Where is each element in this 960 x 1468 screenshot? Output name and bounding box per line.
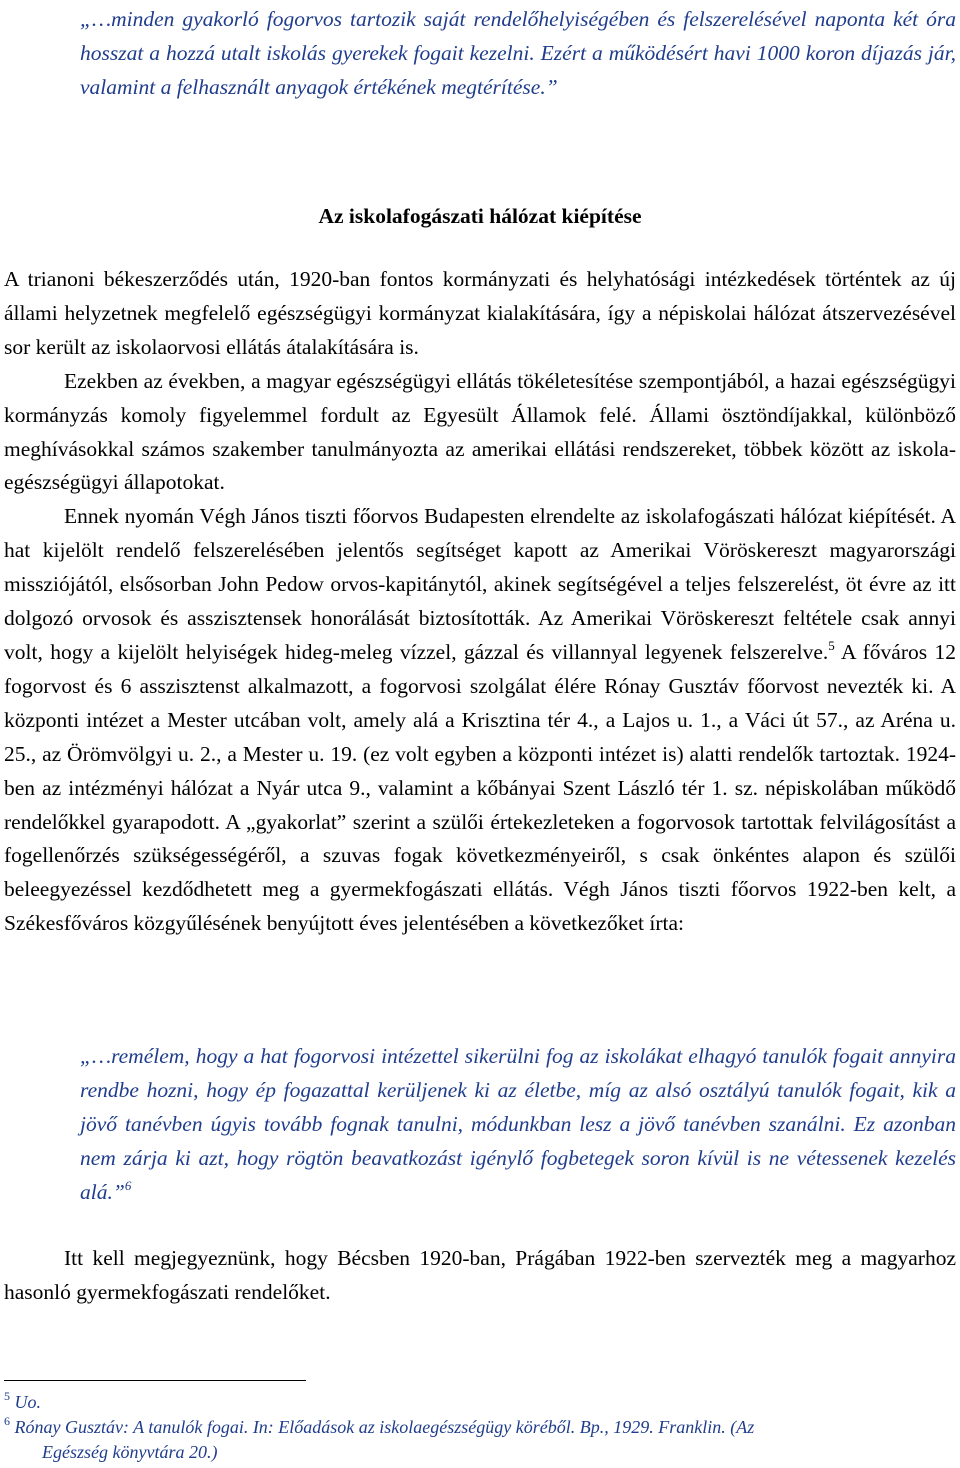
section-heading: Az iskolafogászati hálózat kiépítése bbox=[318, 204, 642, 228]
footnote-text: Rónay Gusztáv: A tanulók fogai. In: Előadások az iskolaegészségügy köréből. Bp., 1929. Franklin. (Az bbox=[14, 1417, 755, 1437]
footnote-6-continuation: Egészség könyvtára 20.) bbox=[42, 1442, 218, 1462]
footnotes bbox=[4, 1390, 956, 1465]
footnote-separator bbox=[4, 1380, 306, 1381]
report-quote-text: „…remélem, hogy a hat fogorvosi intézettel sikerülni fog az iskolákat elhagyó tanulók fogait annyira rendbe hozni, hogy ép fogazattal kerüljenek ki az életbe, míg az alsó osztályú tanulók fogait, kik a jövő tanévben úgyis tovább fognak tanulni, módunkban lesz a jövő tanévben szanálni. Ez azonban nem zárja ki azt, hogy rögtön beavatkozást igénylő fogbetegek soron kívül is ne vétessenek kezelés alá.” bbox=[80, 1044, 956, 1204]
closing-paragraph: Itt kell megjegyeznünk, hogy Bécsben 1920-ban, Prágában 1922-ben szervezték meg a magyarhoz hasonló gyermekfogászati rendelőket. bbox=[4, 1246, 956, 1304]
paragraph-3 bbox=[4, 500, 956, 941]
paragraph-3-part-b: A főváros 12 fogorvost és 6 asszisztenst alkalmazott, a fogorvosi szolgálat élére Rónay Gusztáv főorvost nevezték ki. A központi intézet a Mester utcában volt, amely alá a Krisztina tér 4., a Lajos u. 1., a Váci út 57., az Aréna u. 25., az Örömvölgyi u. 2., a Mester u. 19. (ez volt egyben a központi intézet is) alatti rendelők tartoztak. 1924-ben az intézményi hálózat a Nyár utca 9., valamint a kőbányai Szent László tér 1. sz. népiskolában működő rendelőkkel gyarapodott. A „gyakorlat” szerint a szülői értekezleteken a fogorvosok tartottak felvilágosítást a fogellenőrzés szükségességéről, a szuvas fogak következményeiről, s csak önkéntes alapon és szülői beleegyezéssel kezdődhetett meg a gyermekfogászati ellátás. Végh János tiszti főorvos 1922-ben kelt, a Székesfőváros közgyűlésének benyújtott éves jelentésében a következőket írta: bbox=[4, 639, 956, 936]
footnote-ref-6[interactable]: 6 bbox=[124, 1178, 132, 1193]
opening-quote bbox=[80, 2, 956, 104]
paragraph-2: Ezekben az években, a magyar egészségügyi ellátás tökéletesítése szempontjából, a hazai egészségügyi kormányzás komoly figyelemmel fordult az Egyesült Államok felé. Állami ösztöndíjakkal, különböző meghívásokkal számos szakember tanulmányozta az amerikai ellátási rendszereket, többek között az iskola-egészségügyi állapotokat. bbox=[4, 368, 956, 495]
footnote-number: 5 bbox=[4, 1389, 10, 1403]
footnote-text: Uo. bbox=[14, 1392, 41, 1412]
footnote-number: 6 bbox=[4, 1414, 10, 1428]
paragraph-1: A trianoni békeszerződés után, 1920-ban fontos kormányzati és helyhatósági intézkedések történtek az új állami helyzetnek megfelelő egészségügyi kormányzat kialakítására, így a népiskolai hálózat átszervezésével sor került az iskolaorvosi ellátás átalakítására is. bbox=[4, 267, 956, 359]
paragraph-3-part-a: Ennek nyomán Végh János tiszti főorvos Budapesten elrendelte az iskolafogászati hálózat kiépítését. A hat kijelölt rendelő felszerelésében jelentős segítséget kapott az Amerikai Vöröskereszt magyarországi missziójától, elsősorban John Pedow orvos-kapitánytól, akinek segítségével a teljes felszerelést, öt évre az itt dolgozó orvosok és asszisztensek honorálását biztosították. Az Amerikai Vöröskereszt feltétele csak annyi volt, hogy a kijelölt helyiségek hideg-meleg vízzel, gázzal és villannyal legyenek felszerelve. bbox=[4, 504, 956, 664]
footnote-6 bbox=[4, 1415, 956, 1440]
footnote-5 bbox=[4, 1390, 956, 1415]
footnote-ref-5[interactable]: 5 bbox=[828, 637, 835, 653]
report-quote bbox=[80, 1039, 956, 1209]
body-text bbox=[4, 263, 956, 941]
opening-quote-text: „…minden gyakorló fogorvos tartozik saját rendelőhelyiségében és felszerelésével naponta két óra hosszat a hozzá utalt iskolás gyerekek fogait kezelni. Ezért a működésért havi 1000 koron díjazás jár, valamint a felhasznált anyagok értékének megtérítése.” bbox=[80, 7, 956, 99]
